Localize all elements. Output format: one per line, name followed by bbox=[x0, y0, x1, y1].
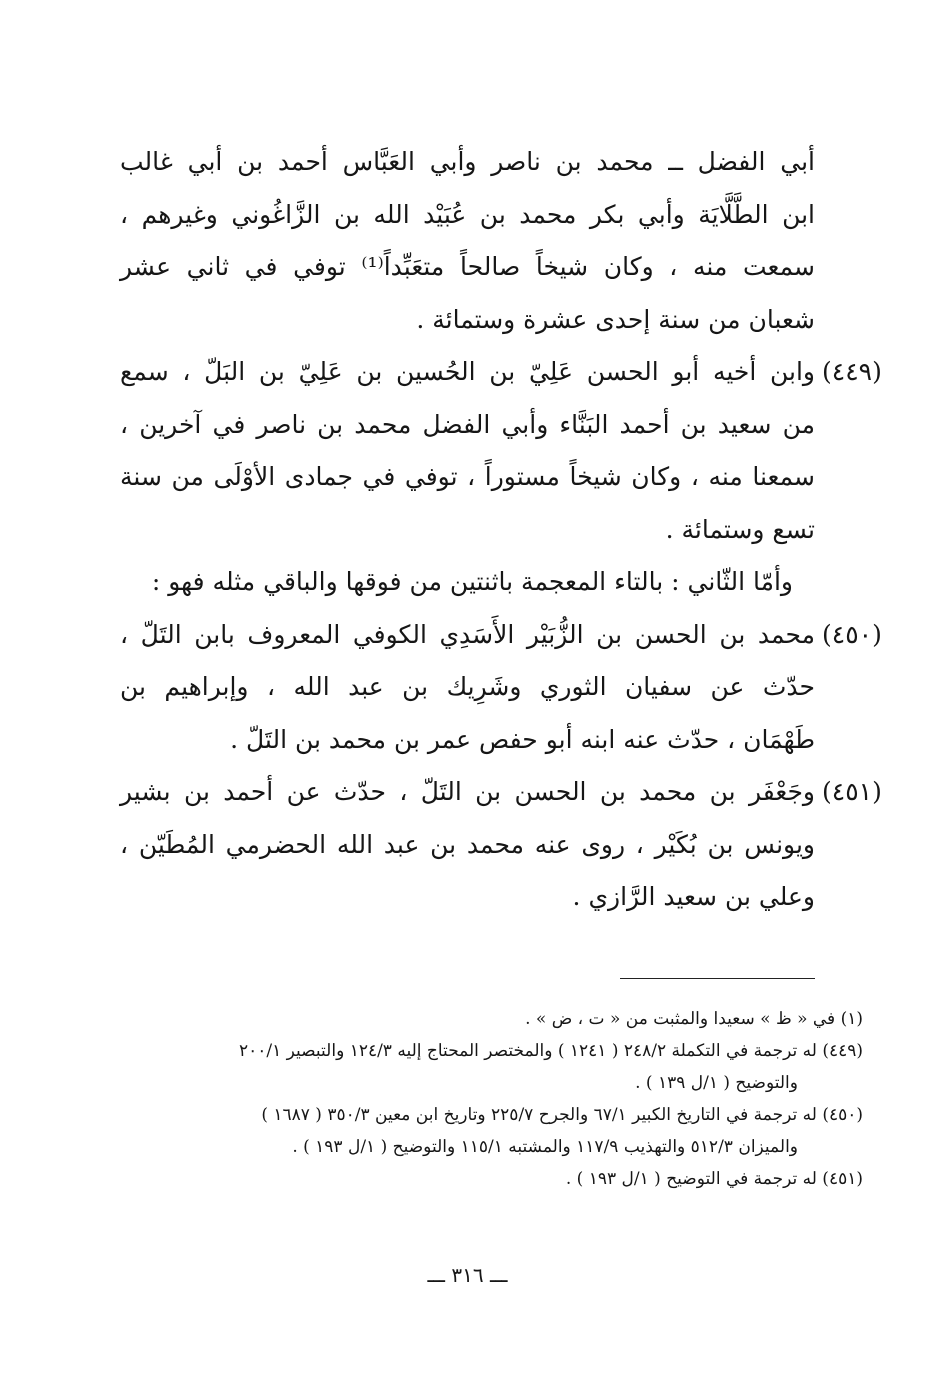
entry-449 bbox=[120, 346, 882, 556]
text-line: طَهْمَان ، حدّث عنه ابنه أبو حفص عمر بن محمد بن التَلّ . bbox=[230, 724, 815, 754]
text-line: ويونس بن بُكَيْر ، روى عنه محمد بن عبد الله الحضرمي المُطَيّن ، bbox=[120, 829, 815, 859]
footnote-line: (٤٥٠) له ترجمة في التاريخ الكبير ٦٧/١ والجرح ٢٢٥/٧ وتاريخ ابن معين ٣٥٠/٣ ( ١٦٨٧ ) bbox=[261, 1105, 863, 1125]
text-line: شعبان من سنة إحدى عشرة وستمائة . bbox=[416, 304, 815, 334]
main-text bbox=[120, 136, 882, 924]
footnotes bbox=[118, 1003, 863, 1195]
text-line: سمعنا منه ، وكان شيخاً مستوراً ، توفي في جمادى الأوْلَى من سنة bbox=[120, 462, 815, 491]
text-line: حدّث عن سفيان الثوري وشَرِيك بن عبد الله ، وإبراهيم بن bbox=[120, 672, 815, 701]
footnote-line: والتوضيح ( ١/ل ١٣٩ ) . bbox=[635, 1073, 798, 1093]
entry-number: (٤٥١) bbox=[822, 777, 882, 806]
page-number: ـــ ٣١٦ ـــ bbox=[427, 1263, 508, 1287]
text-line: ابن الطَّلَّايَة وأبي بكر محمد بن عُبَيْد الله بن الزَّاغُوني وغيرهم ، bbox=[120, 199, 815, 229]
footnote-line: (١) في « ظ » سعيدا والمثبت من « ت ، ض » . bbox=[525, 1009, 863, 1029]
footnote-line: والميزان ٥١٢/٣ والتهذيب ١١٧/٩ والمشتبه ١١٥/١ والتوضيح ( ١/ل ١٩٣ ) . bbox=[292, 1137, 798, 1157]
text-line: وابن أخيه أبو الحسن عَلِيّ بن الحُسين بن عَلِيّ بن البَلّ ، سمع bbox=[120, 357, 815, 386]
section-note bbox=[120, 556, 815, 609]
text-line: محمد بن الحسن بن الزُّبَيْر الأَسَدِي الكوفي المعروف بابن التَلّ ، bbox=[120, 619, 815, 649]
footnote-line: (٤٥١) له ترجمة في التوضيح ( ١/ل ١٩٣ ) . bbox=[565, 1169, 863, 1189]
text-line: وعلي بن سعيد الرَّازي . bbox=[572, 882, 815, 911]
entry-451 bbox=[120, 766, 882, 924]
text-line: أبي الفضل ــ محمد بن ناصر وأبي العَبَّاس أحمد بن أبي غالب bbox=[120, 147, 815, 176]
entry-number: (٤٤٩) bbox=[822, 357, 882, 386]
footnote-line: (٤٤٩) له ترجمة في التكملة ٢٤٨/٢ ( ١٢٤١ ) والمختصر المحتاج إليه ١٢٤/٣ والتبصير ٢٠٠/١ bbox=[238, 1041, 863, 1061]
text-line: سمعت منه ، وكان شيخاً صالحاً متعَبِّداً⁽¹⁾ توفي في ثاني عشر bbox=[120, 252, 816, 281]
text-line: تسع وستمائة . bbox=[665, 514, 815, 544]
text-line: من سعيد بن أحمد البَنَّاء وأبي الفضل محمد بن ناصر في آخرين ، bbox=[120, 409, 815, 439]
entry-number: (٤٥٠) bbox=[822, 619, 882, 649]
footnote-separator bbox=[620, 978, 815, 979]
entry-450 bbox=[120, 609, 882, 767]
text-line: وجَعْفَر بن محمد بن الحسن بن التَلّ ، حدّث عن أحمد بن بشير bbox=[120, 777, 815, 806]
intro-paragraph bbox=[120, 136, 815, 346]
text-line: وأمّا الثّاني : بالتاء المعجمة باثنتين من فوقها والباقي مثله فهو : bbox=[151, 567, 793, 596]
